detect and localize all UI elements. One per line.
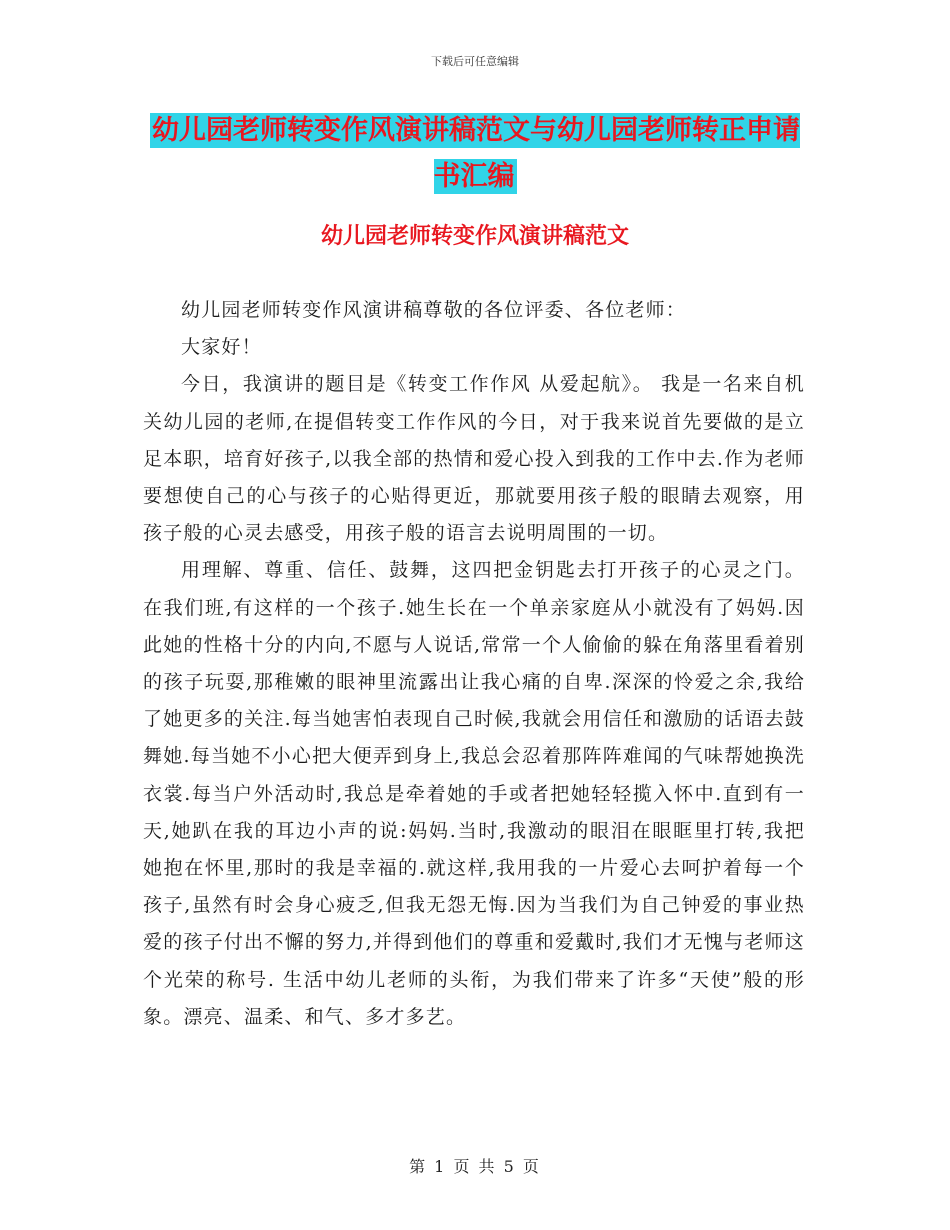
paragraph: 用理解、尊重、信任、鼓舞，这四把金钥匙去打开孩子的心灵之门。在我们班,有这样的一个孩子.她生长在一个单亲家庭从小就没有了妈妈.因此她的性格十分的内向,不愿与人说话,常常一个人偷偷的躲在角落里看着别的孩子玩耍,那稚嫩的眼神里流露出让我心痛的自卑.深深的怜爱之余,我给了她更多的关注.每当她害怕表现自己时候,我就会用信任和激励的话语去鼓舞她.每当她不小心把大便弄到身上,我总会忍着那阵阵难闻的气味帮她换洗衣裳.每当户外活动时,我总是牵着她的手或者把她轻轻揽入怀中.直到有一天,她趴在我的耳边小声的说:妈妈.当时,我激动的眼泪在眼眶里打转,我把她抱在怀里,那时的我是幸福的.就这样,我用我的一片爱心去呵护着每一个孩子,虽然有时会身心疲乏,但我无怨无悔.因为当我们为自己钟爱的事业热爱的孩子付出不懈的努力,并得到他们的尊重和爱戴时,我们才无愧与老师这个光荣的称号. 生活中幼儿老师的头衔，为我们带来了许多“天使”般的形象。漂亮、温柔、和气、多才多艺。 bbox=[143, 559, 805, 1028]
page-header-note: 下载后可任意编辑 bbox=[431, 55, 519, 68]
paragraph: 今日，我演讲的题目是《转变工作作风 从爱起航》。 我是一名来自机关幼儿园的老师,在提倡转变工作作风的今日，对于我来说首先要做的是立足本职，培育好孩子,以我全部的热情和爱心投入到我的工作中去.作为老师要想使自己的心与孩子的心贴得更近，那就要用孩子般的眼睛去观察，用孩子般的心灵去感受，用孩子般的语言去说明周围的一切。 bbox=[143, 373, 805, 545]
paragraph: 大家好！ bbox=[181, 336, 262, 359]
section-title: 幼儿园老师转变作风演讲稿范文 bbox=[320, 224, 629, 249]
body-text bbox=[143, 292, 805, 1036]
page-number: 第 1 页 共 5 页 bbox=[409, 1157, 541, 1176]
document-title-text: 幼儿园老师转变作风演讲稿范文与幼儿园老师转正申请书汇编 bbox=[152, 115, 800, 192]
paragraph: 幼儿园老师转变作风演讲稿尊敬的各位评委、各位老师： bbox=[181, 299, 687, 321]
document-title bbox=[150, 108, 800, 200]
